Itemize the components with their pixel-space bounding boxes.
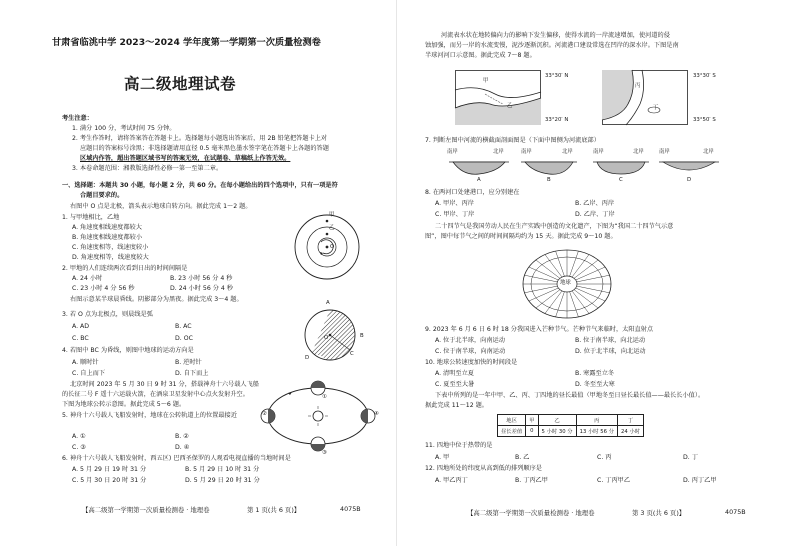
fig3-mark-1: ① xyxy=(322,394,327,400)
q3-option-b[interactable]: B. AC xyxy=(175,323,192,330)
q7-b-left: 南岸 xyxy=(521,149,532,155)
q2-stem: 2. 甲地的人们连续两次看到日出的时间间隔是 xyxy=(62,265,188,272)
right-page xyxy=(397,0,794,546)
footer-left-page: 第 1 页(共 6 页)】 xyxy=(247,506,301,514)
intro-q5-line-3: 下图为地球公转示意图。据此完成 5～6 题。 xyxy=(62,401,186,408)
intro-q9-line-1: 二十四节气是我国劳动人民在生产实践中创造的文化遗产，下图为“我国二十四节气示意 xyxy=(435,223,674,230)
q7-stem: 7. 判断左图中河流的横截面剖面图是（下面中图侧为河流底部） xyxy=(425,137,600,144)
q6-option-a[interactable]: A. 5 月 29 日 19 时 31 分 xyxy=(72,466,147,473)
q11-option-b[interactable]: B. 乙 xyxy=(515,454,530,461)
fig2-label-b: B xyxy=(360,333,364,339)
q7-b-right: 北岸 xyxy=(562,149,573,155)
q6-stem: 6. 神舟十六号载人飞船发射时，西五区) 巴西圣保罗的人观看电视直播的当地时间是 xyxy=(62,455,291,462)
fig2-label-c: C xyxy=(350,351,354,357)
q8-option-c[interactable]: C. 甲岸、丁岸 xyxy=(435,211,475,218)
q4-option-b[interactable]: B. 逆时针 xyxy=(175,359,202,366)
exam-header: 甘肃省临洮中学 2023～2024 学年度第一学期第一次质量检测卷 xyxy=(52,37,321,48)
q9-stem: 9. 2023 年 6 月 6 日 6 时 18 分我国进入芒种节气。芒种节气来临时，太阳直射点 xyxy=(425,326,654,333)
q11-option-c[interactable]: C. 丙 xyxy=(597,454,612,461)
map-left-lat-bottom: 33°20′ N xyxy=(545,117,569,123)
q7-profile-c xyxy=(593,160,649,176)
q11-stem: 11. 四地中位于热带的是 xyxy=(425,442,493,449)
q12-option-a[interactable]: A. 甲乙丙丁 xyxy=(435,477,468,484)
q7-option-a[interactable]: A xyxy=(477,177,481,183)
intro-q5-line-1: 北京时间 2023 年 5 月 30 日 9 时 31 分，搭载神舟十六号载人飞船 xyxy=(70,381,259,388)
notice-line-3: 应题目的答案标号涂黑；非选择题请用直径 0.5 毫米黑色墨水签字笔在答题卡上各题的答题 xyxy=(80,145,329,152)
orbit-figure xyxy=(258,375,378,457)
table-cell: 13 小时 56 分 xyxy=(576,426,617,437)
q7-profile-d xyxy=(659,160,719,176)
q7-profile-a xyxy=(449,160,509,176)
map-right-tag-ding: 丁 xyxy=(653,105,659,111)
polar-rotation-figure xyxy=(292,212,362,282)
table-header-cell: 乙 xyxy=(538,415,576,426)
fig1-label-yi: 乙 xyxy=(329,225,335,231)
paper-title: 高二级地理试卷 xyxy=(124,75,237,93)
notice-line-4: 区域内作答，超出答题区域书写的答案无效，在试题卷、草稿纸上作答无效。 xyxy=(80,155,291,162)
q5-option-c[interactable]: C. ③ xyxy=(72,444,86,451)
map-left-tag-yi: 乙 xyxy=(507,103,513,109)
fig2-label-a: A xyxy=(326,300,330,306)
notice-line-2: 2. 考生作答时，请将答案答在答题卡上。选择题每小题选出答案后，用 2B 铅笔把答题卡上对 xyxy=(72,135,328,142)
q7-a-left: 南岸 xyxy=(447,149,458,155)
q7-option-b[interactable]: B xyxy=(547,177,551,183)
q7-profile-b xyxy=(521,160,577,176)
intro-q7-line-1: 河流表水状在地转偏向力的影响下发生偏移，使得水流的一岸流速增加，使河道的侵 xyxy=(441,32,670,39)
q2-option-d[interactable]: D. 24 小时 56 分 4 秒 xyxy=(170,285,233,292)
q1-option-a[interactable]: A. 角速度相线速度都较大 xyxy=(72,224,142,231)
intro-q9-line-2: 图”，图中每节气之间的时间间隔均约为 15 天。据此完成 9～10 题。 xyxy=(425,233,617,240)
table-cell: 昼长差值 xyxy=(498,426,526,437)
q10-option-c[interactable]: C. 夏至至大暑 xyxy=(435,381,475,388)
q10-option-a[interactable]: A. 清明至立夏 xyxy=(435,370,474,377)
intro-q1: 右图中 O 点是北极，箭头表示地球自转方向。据此完成 1～2 题。 xyxy=(70,203,252,210)
q7-option-c[interactable]: C xyxy=(619,177,623,183)
q11-option-a[interactable]: A. 甲 xyxy=(435,454,450,461)
table-cell: 0 xyxy=(526,426,538,437)
map-left-lat-top: 33°30′ N xyxy=(545,73,569,79)
q4-option-a[interactable]: A. 顺时针 xyxy=(72,359,99,366)
q4-option-c[interactable]: C. 自上而下 xyxy=(72,370,106,377)
q2-option-c[interactable]: C. 23 小时 4 分 56 秒 xyxy=(72,285,135,292)
notice-title: 考生注意： xyxy=(62,115,93,122)
intro-q5-line-2: 的长征二号 F 遥十六运载火箭，在酒泉卫星发射中心点火发射升空。 xyxy=(62,391,249,398)
fig3-mark-2: ② xyxy=(262,411,267,417)
table-header-cell: 丁 xyxy=(618,415,644,426)
q11-option-d[interactable]: D. 丁 xyxy=(683,454,698,461)
q7-d-right: 北岸 xyxy=(703,149,714,155)
q1-stem: 1. 与甲地相比，乙地 xyxy=(62,214,120,221)
intro-q7-line-2: 蚀加强，而另一岸的水流变慢，泥沙逐渐沉积。河流港口建设常选在凹岸的深水岸。下图是南 xyxy=(425,42,679,49)
q3-stem: 3. 若 O 点为北极点，则晨线是弧 xyxy=(62,311,153,318)
q6-option-c[interactable]: C. 5 月 30 日 20 时 31 分 xyxy=(72,477,147,484)
day-length-table xyxy=(497,414,644,437)
table-cell: 24 小时 xyxy=(618,426,644,437)
table-header-cell: 地区 xyxy=(498,415,526,426)
map-right-lat-bottom: 33°50′ S xyxy=(693,117,716,123)
footer-right-code: 4075B xyxy=(725,508,746,516)
q12-stem: 12. 四地所处的纬度从高到低的排列顺序是 xyxy=(425,465,542,472)
table-cell: 5 小时 30 分 xyxy=(538,426,576,437)
estuary-map-left xyxy=(455,70,541,125)
table-header-cell: 甲 xyxy=(526,415,538,426)
q5-option-d[interactable]: D. ④ xyxy=(175,444,190,451)
q7-d-left: 南岸 xyxy=(659,149,670,155)
fig1-label-jia: 甲 xyxy=(329,212,335,218)
intro-q11-line-1: 下表中所列的是一年中甲、乙、丙、丁四地的昼长最值（甲地冬至日昼长最长值——最长长小值）。 xyxy=(435,392,705,399)
q3-option-c[interactable]: C. BC xyxy=(72,335,89,342)
section-1-title: 一、选择题：本题共 30 小题，每小题 2 分，共 60 分。在每小题给出的四个选项中，只有一项是符 xyxy=(62,182,338,189)
intro-q11-line-2: 据此完成 11～12 题。 xyxy=(425,402,488,409)
section-1-title-cont: 合题目要求的。 xyxy=(80,192,124,199)
q7-c-left: 南岸 xyxy=(593,149,604,155)
fig3-mark-3: ③ xyxy=(322,450,327,456)
q12-option-c[interactable]: C. 丁丙甲乙 xyxy=(597,477,631,484)
q12-option-b[interactable]: B. 丁丙乙甲 xyxy=(515,477,548,484)
intro-q7-line-3: 半球河河口示意图。据此完成 7～8 题。 xyxy=(425,52,536,59)
q3-option-a[interactable]: A. AD xyxy=(72,323,90,330)
q1-option-c[interactable]: C. 角速度相等，线速度较小 xyxy=(72,244,149,251)
q4-stem: 4. 若图中 BC 为昏线，则图中地球的运动方向是 xyxy=(62,347,194,354)
q9-option-a[interactable]: A. 位于北半球，向南运动 xyxy=(435,337,505,344)
q9-option-b[interactable]: B. 位于南半球，向北运动 xyxy=(575,337,646,344)
q7-option-d[interactable]: D xyxy=(687,177,692,183)
q6-option-d[interactable]: D. 5 月 29 日 20 时 31 分 xyxy=(185,477,260,484)
q1-option-d[interactable]: D. 角速度相等，线速度较大 xyxy=(72,254,149,261)
q6-option-b[interactable]: B. 5 月 29 日 10 时 31 分 xyxy=(185,466,260,473)
notice-line-1: 1. 满分 100 分，考试时间 75 分钟。 xyxy=(72,125,176,132)
map-right-lat-top: 33°30′ S xyxy=(693,73,716,79)
q8-option-a[interactable]: A. 甲岸、丙岸 xyxy=(435,200,474,207)
q1-option-b[interactable]: B. 角速度相线速度都较小 xyxy=(72,234,143,241)
q5-option-b[interactable]: B. ② xyxy=(175,433,189,440)
footer-right-page: 第 3 页(共 6 页)】 xyxy=(632,509,686,517)
q10-option-d[interactable]: D. 冬至至大寒 xyxy=(575,381,615,388)
table-header-row xyxy=(498,415,644,426)
q2-option-b[interactable]: B. 23 小时 56 分 4 秒 xyxy=(170,275,233,282)
q4-option-d[interactable]: D. 自下而上 xyxy=(175,370,209,377)
fig1-label-o: O xyxy=(330,244,335,250)
estuary-map-right xyxy=(602,70,688,125)
map-right-tag-bing: 丙 xyxy=(635,83,641,89)
fig3-mark-4: ④ xyxy=(374,411,379,417)
q10-option-b[interactable]: B. 寒露至立冬 xyxy=(575,370,615,377)
q9-option-c[interactable]: C. 位于南半球，向南运动 xyxy=(435,348,506,355)
q8-stem: 8. 在两河口处建港口，应分别建在 xyxy=(425,189,520,196)
q3-option-d[interactable]: D. OC xyxy=(175,335,193,342)
notice-line-5: 3. 本卷命题范围：湘教版选择性必修一第一至第二章。 xyxy=(72,165,223,172)
q12-option-d[interactable]: D. 丙丁乙甲 xyxy=(683,477,717,484)
solar-wheel-center: 地球 xyxy=(560,280,571,286)
q5-option-a[interactable]: A. ① xyxy=(72,433,86,440)
fig2-label-o: O xyxy=(324,335,329,341)
intro-q3: 右图示意某半球晨昏线。阴影部分为黑夜。据此完成 3～4 题。 xyxy=(70,296,243,303)
footer-left-code: 4075B xyxy=(340,505,361,513)
q7-c-right: 北岸 xyxy=(633,149,644,155)
footer-left-label: 【高二级第一学期第一次质量检测卷 · 地理卷 xyxy=(82,506,210,514)
q8-option-b[interactable]: B. 乙岸、丙岸 xyxy=(575,200,615,207)
map-left-tag-jia: 甲 xyxy=(483,78,489,84)
table-header-cell: 丙 xyxy=(576,415,617,426)
table-row xyxy=(498,426,644,437)
q8-option-d[interactable]: D. 乙岸、丁岸 xyxy=(575,211,615,218)
footer-right-label: 【高二级第一学期第一次质量检测卷 · 地理卷 xyxy=(467,509,595,517)
q7-a-right: 北岸 xyxy=(493,149,504,155)
q10-stem: 10. 地球公转速度加快的时间段是 xyxy=(425,359,518,366)
q2-option-a[interactable]: A. 24 小时 xyxy=(72,275,103,282)
q5-stem: 5. 神舟十六号载人飞船发射时，地球在公转轨道上的位置最接近 xyxy=(62,412,237,419)
fig2-label-d: D xyxy=(305,355,310,361)
q9-option-d[interactable]: D. 位于北半球，向北运动 xyxy=(575,348,646,355)
